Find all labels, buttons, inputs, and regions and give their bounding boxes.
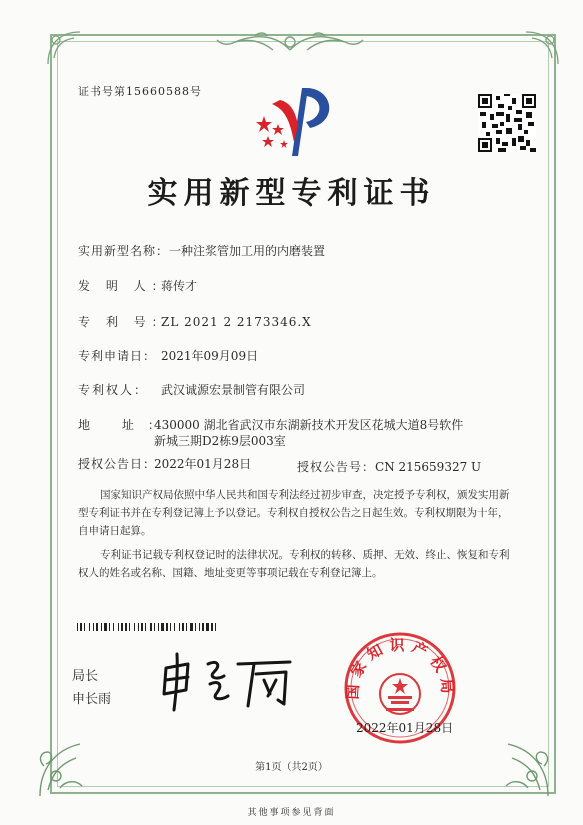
barcode-bar bbox=[202, 623, 204, 631]
barcode-bar bbox=[190, 623, 193, 631]
barcode-bar bbox=[84, 623, 85, 631]
inventor-row bbox=[78, 277, 197, 294]
corner-ornament-tl bbox=[44, 28, 84, 68]
director-name: 申长雨 bbox=[72, 692, 112, 707]
barcode-bar bbox=[195, 623, 196, 631]
barcode-bar bbox=[80, 623, 82, 631]
utility-model-name-row bbox=[78, 242, 325, 259]
filing-date-label: 专利申请日： bbox=[78, 349, 157, 363]
barcode-bar bbox=[211, 623, 213, 631]
barcode-bar bbox=[96, 623, 98, 631]
director-signature bbox=[158, 650, 298, 712]
barcode-bar bbox=[101, 623, 102, 631]
top-ornament bbox=[215, 30, 365, 56]
certificate-number: 证书号第15660588号 bbox=[78, 85, 202, 98]
page-info: 第1页（共2页） bbox=[255, 762, 328, 773]
body-paragraph-2: 专利证书记载专利权登记时的法律状况。专利权的转移、质押、无效、终止、恢复和专利权人的姓名或名称、国籍、地址变更等事项记载在专利登记簿上。 bbox=[78, 549, 510, 579]
barcode-bar bbox=[93, 623, 94, 631]
address-label: 地 址： bbox=[78, 418, 174, 432]
patentee-label: 专利权人： bbox=[78, 383, 149, 397]
barcode-bar bbox=[166, 623, 168, 631]
corner-ornament-tr bbox=[522, 28, 562, 68]
barcode-bar bbox=[158, 623, 159, 631]
barcode-bar bbox=[206, 623, 209, 631]
patent-number-row bbox=[78, 313, 312, 330]
patentee-value: 武汉诚源宏景制管有限公司 bbox=[161, 383, 306, 397]
barcode-bar bbox=[150, 623, 152, 631]
grant-number-label: 授权公告号： bbox=[297, 460, 376, 474]
address-value-line1: 430000 湖北省武汉市东湖新技术开发区花城大道8号软件 bbox=[154, 418, 464, 432]
barcode-bar bbox=[161, 623, 164, 631]
inventor-value: 蒋传才 bbox=[161, 279, 198, 293]
barcode-bar bbox=[77, 623, 78, 631]
utility-model-name-value: 一种注浆管加工用的内磨装置 bbox=[169, 244, 326, 258]
seal-date: 2022年01月28日 bbox=[356, 721, 454, 735]
barcode-bar bbox=[199, 623, 200, 631]
barcode-bar bbox=[154, 623, 155, 631]
cnipa-logo bbox=[250, 82, 340, 162]
barcode-bar bbox=[174, 623, 175, 631]
filing-date-value: 2021年09月09日 bbox=[161, 349, 259, 363]
barcode-bar bbox=[186, 623, 187, 631]
barcode-bar bbox=[215, 623, 216, 631]
barcode-bar bbox=[125, 623, 127, 631]
barcode-bar bbox=[182, 623, 184, 631]
barcode-bar bbox=[179, 623, 180, 631]
patent-number-value: ZL 2021 2 2173346.X bbox=[161, 315, 312, 329]
qr-code bbox=[478, 94, 536, 152]
barcode-bar bbox=[109, 623, 110, 631]
grant-number-value: CN 215659327 U bbox=[375, 460, 482, 474]
body-paragraph-1: 国家知识产权局依照中华人民共和国专利法经过初步审查，决定授予专利权，颁发实用新型专利证书并在专利登记簿上予以登记。专利权自授权公告之日起生效。专利权期限为十年，自申请日起算。 bbox=[78, 489, 510, 537]
barcode-bar bbox=[113, 623, 114, 631]
patent-number-label: 专 利 号： bbox=[78, 315, 170, 329]
barcode-bar bbox=[89, 623, 90, 631]
barcode-bar bbox=[138, 623, 139, 631]
barcode-bar bbox=[170, 623, 171, 631]
director-title: 局长 bbox=[72, 669, 99, 684]
barcode-bar bbox=[145, 623, 146, 631]
utility-model-name-label: 实用新型名称： bbox=[78, 244, 170, 258]
certificate-title: 实用新型专利证书 bbox=[147, 176, 436, 211]
patentee-row bbox=[78, 381, 305, 398]
grant-date-value: 2022年01月28日 bbox=[154, 457, 252, 471]
grant-number-row bbox=[297, 458, 481, 475]
barcode bbox=[77, 623, 289, 631]
barcode-bar bbox=[118, 623, 119, 631]
barcode-bar bbox=[121, 623, 123, 631]
address-value-line2: 新城三期D2栋9层003室 bbox=[154, 434, 286, 448]
svg-text:国家知识产权局: 国家知识产权局 bbox=[343, 636, 457, 700]
barcode-bar bbox=[141, 623, 143, 631]
grant-date-label: 授权公告日： bbox=[78, 457, 157, 471]
barcode-bar bbox=[104, 623, 107, 631]
grant-date-row bbox=[78, 455, 251, 472]
filing-date-row bbox=[78, 347, 258, 364]
inventor-label: 发 明 人： bbox=[78, 279, 170, 293]
barcode-bar bbox=[129, 623, 130, 631]
barcode-bar bbox=[134, 623, 135, 631]
address-row bbox=[78, 416, 463, 433]
certificate-body bbox=[78, 486, 518, 582]
footer-note: 其他事项参见背面 bbox=[247, 808, 336, 818]
